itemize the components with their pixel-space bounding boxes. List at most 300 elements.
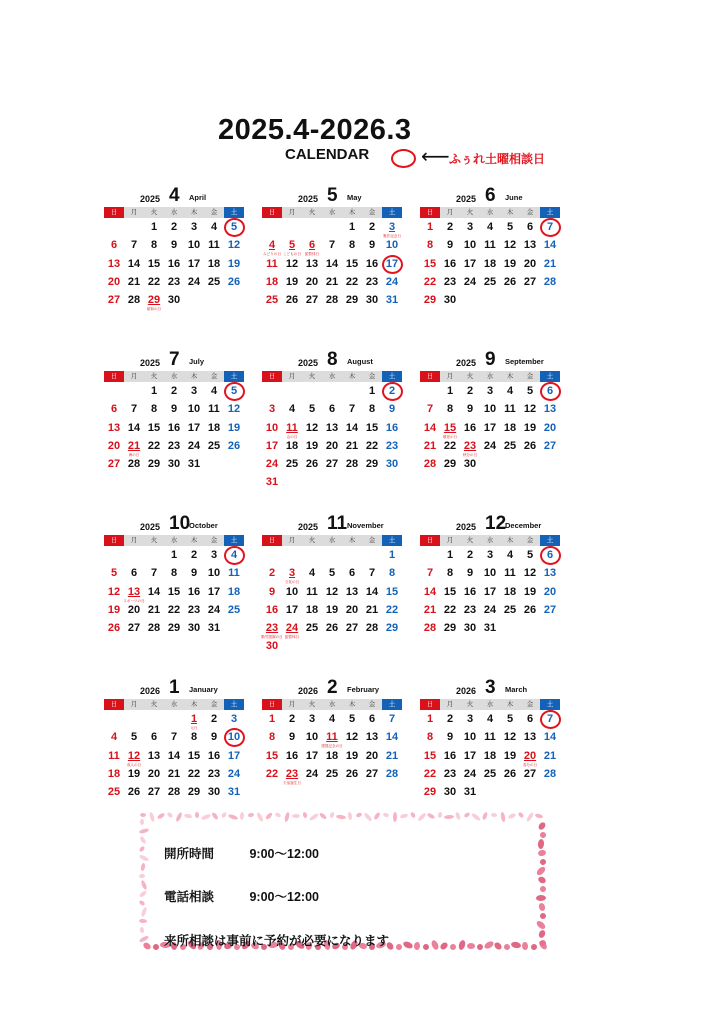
holiday-note: 山の日 xyxy=(286,434,298,439)
day-number: 25 xyxy=(107,786,121,799)
day-cell xyxy=(224,402,244,420)
day-cell xyxy=(164,603,184,621)
day-number: 4 xyxy=(486,221,494,233)
day-number: 17 xyxy=(227,749,241,762)
day-number: 28 xyxy=(385,767,399,780)
weekday-label: 月 xyxy=(124,699,144,710)
day-cell xyxy=(282,293,302,311)
empty-cell xyxy=(282,384,302,402)
day-number: 10 xyxy=(385,239,399,252)
day-cell xyxy=(282,603,302,621)
day-number: 22 xyxy=(443,603,457,616)
weekday-header xyxy=(104,535,244,546)
day-number: 8 xyxy=(446,567,454,580)
day-number: 2 xyxy=(210,713,218,725)
month-year: 2025 xyxy=(456,522,477,532)
left-arrow-icon: ⟵ xyxy=(421,146,450,168)
hours-row xyxy=(164,844,319,862)
day-cell xyxy=(224,257,244,275)
month-header xyxy=(262,514,402,534)
day-number: 23 xyxy=(463,603,477,616)
day-cell xyxy=(540,275,560,293)
day-cell xyxy=(480,749,500,767)
day-cell xyxy=(420,220,440,238)
day-number: 11 xyxy=(504,567,516,580)
day-number: 4 xyxy=(210,385,218,397)
day-number: 15 xyxy=(423,749,437,762)
day-cell xyxy=(144,785,164,803)
day-number: 7 xyxy=(348,403,356,416)
day-number: 4 xyxy=(110,731,118,744)
day-cell xyxy=(144,384,164,402)
day-number: 12 xyxy=(503,239,517,252)
day-cell xyxy=(420,238,440,256)
day-cell xyxy=(262,457,282,475)
weekday-label: 月 xyxy=(440,535,460,546)
weekday-label: 日 xyxy=(104,535,124,546)
day-cell xyxy=(500,603,520,621)
day-number: 18 xyxy=(483,749,497,762)
month-year: 2026 xyxy=(298,686,319,696)
day-number: 25 xyxy=(305,622,319,635)
weekday-label: 火 xyxy=(302,207,322,218)
month-2025-4 xyxy=(104,186,244,311)
weekday-label: 日 xyxy=(420,535,440,546)
day-cell xyxy=(184,257,204,275)
day-number: 31 xyxy=(265,476,279,489)
holiday-note: 憲法記念日 xyxy=(383,234,401,238)
day-number: 19 xyxy=(503,257,517,270)
day-number: 4 xyxy=(506,549,514,561)
day-cell xyxy=(520,585,540,603)
weekday-header xyxy=(104,207,244,218)
weekday-label: 日 xyxy=(104,371,124,382)
day-number: 18 xyxy=(503,585,517,598)
day-grid xyxy=(262,384,402,494)
day-cell xyxy=(322,767,342,785)
day-cell xyxy=(440,238,460,256)
day-number: 13 xyxy=(523,239,537,252)
day-cell xyxy=(342,220,362,238)
day-cell xyxy=(440,275,460,293)
day-cell xyxy=(204,384,224,402)
phone-value: 9:00～12:00 xyxy=(249,890,319,904)
day-number: 5 xyxy=(526,385,534,397)
day-cell xyxy=(440,749,460,767)
day-number: 14 xyxy=(543,239,557,252)
weekday-label: 木 xyxy=(500,207,520,218)
day-number: 7 xyxy=(368,567,376,580)
day-number: 6 xyxy=(110,403,118,416)
month-year: 2025 xyxy=(298,194,319,204)
weekday-label: 火 xyxy=(302,535,322,546)
day-cell xyxy=(382,730,402,748)
weekday-label: 日 xyxy=(420,371,440,382)
day-number: 11 xyxy=(484,239,496,252)
day-number: 29 xyxy=(167,622,181,635)
day-number: 31 xyxy=(385,294,399,307)
day-number: 21 xyxy=(543,257,557,270)
saturday-consultation-day xyxy=(540,712,560,730)
weekday-label: 木 xyxy=(184,207,204,218)
day-cell xyxy=(322,293,342,311)
weekday-label: 木 xyxy=(500,371,520,382)
day-number: 16 xyxy=(443,257,457,270)
day-cell xyxy=(302,293,322,311)
day-number: 26 xyxy=(127,786,141,799)
day-number: 25 xyxy=(503,603,517,616)
day-number: 27 xyxy=(107,294,121,307)
day-cell xyxy=(204,603,224,621)
day-number: 16 xyxy=(285,749,299,762)
day-cell xyxy=(204,257,224,275)
day-cell xyxy=(382,293,402,311)
day-cell xyxy=(302,566,322,584)
day-number: 9 xyxy=(288,731,296,744)
day-number: 20 xyxy=(325,439,339,452)
weekday-header xyxy=(262,699,402,710)
day-cell xyxy=(500,585,520,603)
day-grid xyxy=(262,220,402,311)
day-number: 24 xyxy=(305,767,319,780)
day-number: 1 xyxy=(388,549,396,561)
day-number: 8 xyxy=(426,239,434,252)
weekday-header xyxy=(420,207,560,218)
day-number: 11 xyxy=(504,403,516,416)
day-number: 13 xyxy=(107,421,121,434)
day-number: 1 xyxy=(268,713,276,725)
weekday-label: 水 xyxy=(164,371,184,382)
weekday-label: 月 xyxy=(124,371,144,382)
weekday-label: 日 xyxy=(420,699,440,710)
day-cell xyxy=(480,730,500,748)
day-cell xyxy=(322,275,342,293)
holiday-note: 昭和の日 xyxy=(146,307,162,312)
day-cell xyxy=(440,457,460,475)
day-number: 22 xyxy=(443,439,457,452)
day-cell xyxy=(184,785,204,803)
day-number: 30 xyxy=(463,622,477,635)
day-cell xyxy=(124,767,144,785)
day-number: 20 xyxy=(543,585,557,598)
day-number: 27 xyxy=(305,294,319,307)
day-number: 25 xyxy=(207,439,221,452)
day-cell xyxy=(460,603,480,621)
day-number: 14 xyxy=(325,257,339,270)
day-cell xyxy=(302,603,322,621)
day-number: 15 xyxy=(365,421,379,434)
day-number: 18 xyxy=(227,585,241,598)
day-number: 25 xyxy=(325,767,339,780)
day-number: 14 xyxy=(167,749,181,762)
day-cell xyxy=(322,621,342,639)
day-cell xyxy=(460,585,480,603)
day-cell xyxy=(460,439,480,457)
holiday-note: 天皇誕生日 xyxy=(283,780,301,785)
day-cell xyxy=(460,402,480,420)
day-cell xyxy=(322,238,342,256)
day-cell xyxy=(322,712,342,730)
day-cell xyxy=(382,603,402,621)
day-number: 6 xyxy=(110,239,118,252)
day-number: 5 xyxy=(288,239,296,252)
weekday-label: 土 xyxy=(540,699,560,710)
weekday-header xyxy=(420,699,560,710)
day-number: 22 xyxy=(423,767,437,780)
month-year: 2025 xyxy=(456,358,477,368)
day-number: 28 xyxy=(365,622,379,635)
day-cell xyxy=(440,785,460,803)
day-cell xyxy=(262,585,282,603)
day-cell xyxy=(262,475,282,493)
day-number: 30 xyxy=(167,458,181,471)
day-cell xyxy=(184,439,204,457)
empty-cell xyxy=(124,220,144,238)
month-2026-1 xyxy=(104,678,244,803)
day-cell xyxy=(342,603,362,621)
month-header xyxy=(104,678,244,698)
month-name: March xyxy=(505,685,528,694)
day-cell xyxy=(362,439,382,457)
day-cell xyxy=(144,275,164,293)
month-header xyxy=(420,678,560,698)
empty-cell xyxy=(144,548,164,566)
day-number: 28 xyxy=(147,622,161,635)
day-cell xyxy=(420,712,440,730)
day-cell xyxy=(520,421,540,439)
empty-cell xyxy=(362,548,382,566)
month-number: 11 xyxy=(327,513,348,534)
weekday-label: 日 xyxy=(262,699,282,710)
day-number: 12 xyxy=(523,403,537,416)
day-number: 16 xyxy=(385,421,399,434)
day-cell xyxy=(164,749,184,767)
day-cell xyxy=(342,402,362,420)
day-number: 30 xyxy=(385,458,399,471)
day-cell xyxy=(302,257,322,275)
day-number: 8 xyxy=(150,403,158,416)
day-cell xyxy=(362,257,382,275)
day-cell xyxy=(480,402,500,420)
month-2025-5 xyxy=(262,186,402,311)
day-cell xyxy=(302,457,322,475)
day-cell xyxy=(382,421,402,439)
day-cell xyxy=(420,749,440,767)
month-name: October xyxy=(189,521,218,530)
day-number: 12 xyxy=(107,585,121,598)
day-cell xyxy=(440,712,460,730)
weekday-label: 金 xyxy=(362,699,382,710)
day-number: 12 xyxy=(227,239,241,252)
day-number: 18 xyxy=(325,749,339,762)
day-number: 22 xyxy=(147,439,161,452)
day-cell xyxy=(184,421,204,439)
weekday-label: 木 xyxy=(184,535,204,546)
weekday-label: 水 xyxy=(322,535,342,546)
day-cell xyxy=(440,402,460,420)
day-cell xyxy=(362,566,382,584)
day-number: 2 xyxy=(288,713,296,725)
day-cell xyxy=(164,767,184,785)
day-number: 2 xyxy=(368,221,376,233)
month-name: May xyxy=(347,193,362,202)
day-cell xyxy=(302,421,322,439)
day-cell xyxy=(262,730,282,748)
day-grid xyxy=(262,712,402,785)
day-number: 19 xyxy=(227,421,241,434)
day-number: 12 xyxy=(523,567,537,580)
month-name: November xyxy=(347,521,384,530)
day-number: 11 xyxy=(484,731,496,744)
day-number: 20 xyxy=(107,275,121,288)
day-number: 21 xyxy=(423,603,437,616)
day-number: 25 xyxy=(227,603,241,616)
day-number: 23 xyxy=(443,767,457,780)
day-cell xyxy=(342,585,362,603)
day-cell xyxy=(460,548,480,566)
day-cell xyxy=(302,275,322,293)
day-cell xyxy=(440,548,460,566)
day-number: 31 xyxy=(483,622,497,635)
day-number: 11 xyxy=(326,731,338,744)
empty-cell xyxy=(342,548,362,566)
day-number: 5 xyxy=(230,221,238,233)
day-number: 26 xyxy=(523,439,537,452)
day-cell xyxy=(520,439,540,457)
day-number: 29 xyxy=(385,622,399,635)
day-number: 19 xyxy=(503,749,517,762)
day-cell xyxy=(322,402,342,420)
day-number: 13 xyxy=(325,421,339,434)
day-number: 23 xyxy=(443,275,457,288)
day-number: 18 xyxy=(107,767,121,780)
day-cell xyxy=(440,384,460,402)
day-number: 24 xyxy=(227,767,241,780)
day-number: 13 xyxy=(127,585,141,598)
day-cell xyxy=(382,621,402,639)
day-number: 13 xyxy=(107,257,121,270)
month-2025-10 xyxy=(104,514,244,639)
empty-cell xyxy=(124,384,144,402)
empty-cell xyxy=(262,548,282,566)
day-number: 26 xyxy=(227,275,241,288)
day-cell xyxy=(124,439,144,457)
day-number: 11 xyxy=(286,421,298,434)
day-cell xyxy=(282,767,302,785)
day-cell xyxy=(164,730,184,748)
month-header xyxy=(420,350,560,370)
day-cell xyxy=(204,585,224,603)
weekday-label: 金 xyxy=(362,535,382,546)
day-number: 6 xyxy=(308,239,316,252)
day-number: 16 xyxy=(207,749,221,762)
day-number: 12 xyxy=(127,749,141,762)
month-name: December xyxy=(505,521,542,530)
day-number: 11 xyxy=(108,749,120,762)
day-number: 27 xyxy=(543,603,557,616)
day-number: 17 xyxy=(187,257,201,270)
month-2025-8 xyxy=(262,350,402,494)
day-number: 7 xyxy=(130,239,138,252)
day-number: 15 xyxy=(147,257,161,270)
day-cell xyxy=(144,621,164,639)
legend-circle-icon xyxy=(391,149,416,168)
day-cell xyxy=(224,421,244,439)
day-number: 1 xyxy=(190,713,198,725)
empty-cell xyxy=(262,384,282,402)
day-cell xyxy=(184,730,204,748)
empty-cell xyxy=(124,712,144,730)
day-number: 14 xyxy=(127,421,141,434)
day-grid xyxy=(262,548,402,658)
day-number: 19 xyxy=(325,603,339,616)
empty-cell xyxy=(104,384,124,402)
day-number: 10 xyxy=(463,731,477,744)
day-cell xyxy=(480,421,500,439)
day-cell xyxy=(342,730,362,748)
day-number: 17 xyxy=(483,585,497,598)
weekday-label: 火 xyxy=(460,207,480,218)
day-number: 17 xyxy=(265,439,279,452)
day-number: 4 xyxy=(328,713,336,725)
day-cell xyxy=(282,585,302,603)
day-number: 12 xyxy=(305,421,319,434)
month-2025-11 xyxy=(262,514,402,658)
month-2026-3 xyxy=(420,678,560,803)
day-number: 7 xyxy=(150,567,158,580)
day-cell xyxy=(104,730,124,748)
day-number: 9 xyxy=(190,567,198,580)
weekday-label: 日 xyxy=(262,535,282,546)
weekday-label: 木 xyxy=(342,535,362,546)
day-cell xyxy=(440,421,460,439)
day-number: 23 xyxy=(167,439,181,452)
weekday-label: 月 xyxy=(282,371,302,382)
weekday-label: 土 xyxy=(382,207,402,218)
day-cell xyxy=(282,402,302,420)
day-number: 12 xyxy=(227,403,241,416)
day-number: 28 xyxy=(127,458,141,471)
day-cell xyxy=(104,421,124,439)
empty-cell xyxy=(322,548,342,566)
day-cell xyxy=(460,384,480,402)
day-cell xyxy=(520,712,540,730)
day-number: 2 xyxy=(466,385,474,397)
day-cell xyxy=(440,730,460,748)
day-cell xyxy=(500,566,520,584)
day-number: 1 xyxy=(446,549,454,561)
day-cell xyxy=(184,275,204,293)
day-cell xyxy=(262,749,282,767)
holiday-note: 成人の日 xyxy=(126,762,142,767)
day-number: 9 xyxy=(466,403,474,416)
weekday-label: 金 xyxy=(362,207,382,218)
day-cell xyxy=(440,767,460,785)
weekday-label: 金 xyxy=(204,371,224,382)
weekday-label: 火 xyxy=(460,699,480,710)
day-number: 4 xyxy=(308,567,316,580)
month-name: February xyxy=(347,685,380,694)
day-cell xyxy=(302,238,322,256)
day-cell xyxy=(460,421,480,439)
day-cell xyxy=(382,585,402,603)
day-cell xyxy=(204,785,224,803)
day-number: 28 xyxy=(423,458,437,471)
weekday-label: 土 xyxy=(540,207,560,218)
day-cell xyxy=(322,439,342,457)
empty-cell xyxy=(302,384,322,402)
month-2025-12 xyxy=(420,514,560,639)
